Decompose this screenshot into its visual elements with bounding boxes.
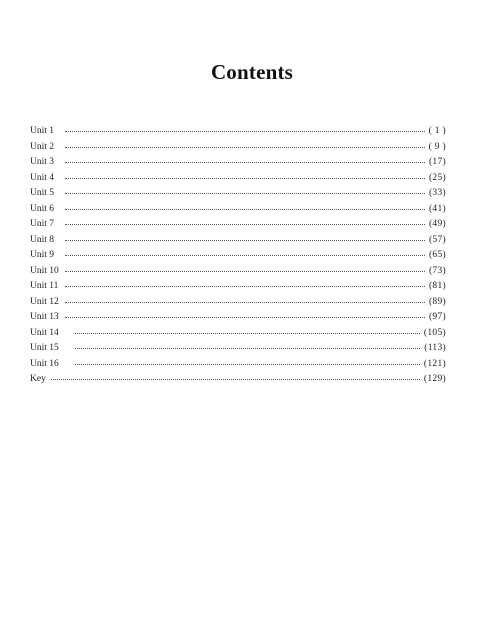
dot-leader	[65, 178, 425, 179]
toc-entry-label: Unit 5	[30, 188, 55, 198]
toc-entry-label: Unit 10	[30, 265, 59, 276]
toc-entry-label: Unit 12	[30, 296, 59, 307]
toc-entry-page-number: (33)	[428, 188, 446, 198]
toc-entry	[30, 341, 446, 355]
toc-entry-page-number: (121)	[423, 358, 446, 369]
dot-leader	[65, 271, 425, 272]
toc-entry	[30, 357, 446, 371]
dot-leader	[65, 209, 425, 210]
toc-entry-label: Unit 11	[30, 281, 59, 291]
toc-entry-page-number: ( 1 )	[428, 126, 446, 136]
toc-entry-label: Unit 8	[30, 234, 55, 245]
toc-entry	[30, 310, 446, 324]
toc-entry-label: Unit 1	[30, 126, 55, 136]
toc-entry-page-number: (105)	[423, 327, 446, 338]
toc-entry	[30, 171, 446, 185]
toc-entry-page-number: (113)	[424, 343, 446, 353]
dot-leader	[65, 131, 425, 132]
toc-entry-label: Unit 9	[30, 250, 55, 260]
toc-entry-page-number: (129)	[423, 374, 446, 384]
toc-entry-page-number: (97)	[428, 312, 446, 322]
toc-entry-label: Key	[30, 374, 46, 384]
toc-entry	[30, 279, 446, 293]
dot-leader	[65, 302, 425, 303]
toc-entry	[30, 295, 446, 309]
toc-entry	[30, 202, 446, 216]
toc-entry-page-number: ( 9 )	[428, 141, 446, 152]
dot-leader	[75, 364, 420, 365]
toc-entry-label: Unit 14	[30, 327, 59, 338]
dot-leader	[65, 224, 425, 225]
toc-entry	[30, 155, 446, 169]
toc-entry	[30, 233, 446, 247]
dot-leader	[65, 286, 425, 287]
dot-leader	[65, 193, 425, 194]
toc-entry-page-number: (73)	[428, 265, 446, 276]
toc-entry	[30, 326, 446, 340]
toc-entry-label: Unit 6	[30, 203, 55, 214]
page-title: Contents	[210, 60, 294, 84]
toc-entry-page-number: (89)	[428, 296, 446, 307]
toc-entry-page-number: (41)	[428, 203, 446, 214]
dot-leader	[75, 348, 420, 349]
toc-entry-page-number: (17)	[428, 157, 446, 167]
dot-leader	[65, 162, 425, 163]
toc-entry-page-number: (81)	[428, 281, 446, 291]
dot-leader	[65, 317, 425, 318]
toc-entry-label: Unit 4	[30, 172, 55, 183]
toc-entry	[30, 186, 446, 200]
dot-leader	[65, 240, 425, 241]
dot-leader	[65, 255, 425, 256]
toc-entry	[30, 372, 446, 386]
toc-entry	[30, 264, 446, 278]
toc-entry	[30, 140, 446, 154]
toc-entry-page-number: (25)	[428, 172, 446, 183]
dot-leader	[75, 333, 420, 334]
toc-entry-label: Unit 3	[30, 157, 55, 167]
toc-entry-label: Unit 7	[30, 219, 55, 229]
toc-entry-label: Unit 13	[30, 312, 59, 322]
toc-entry-page-number: (57)	[428, 234, 446, 245]
dot-leader	[51, 379, 420, 380]
toc-entry-label: Unit 15	[30, 343, 59, 353]
toc-entry	[30, 124, 446, 138]
toc-entry	[30, 217, 446, 231]
toc-entry-page-number: (65)	[428, 250, 446, 260]
toc-entry-label: Unit 16	[30, 358, 59, 369]
dot-leader	[65, 147, 425, 148]
toc-entry-page-number: (49)	[428, 219, 446, 229]
toc-entry-label: Unit 2	[30, 141, 55, 152]
toc-entry	[30, 248, 446, 262]
